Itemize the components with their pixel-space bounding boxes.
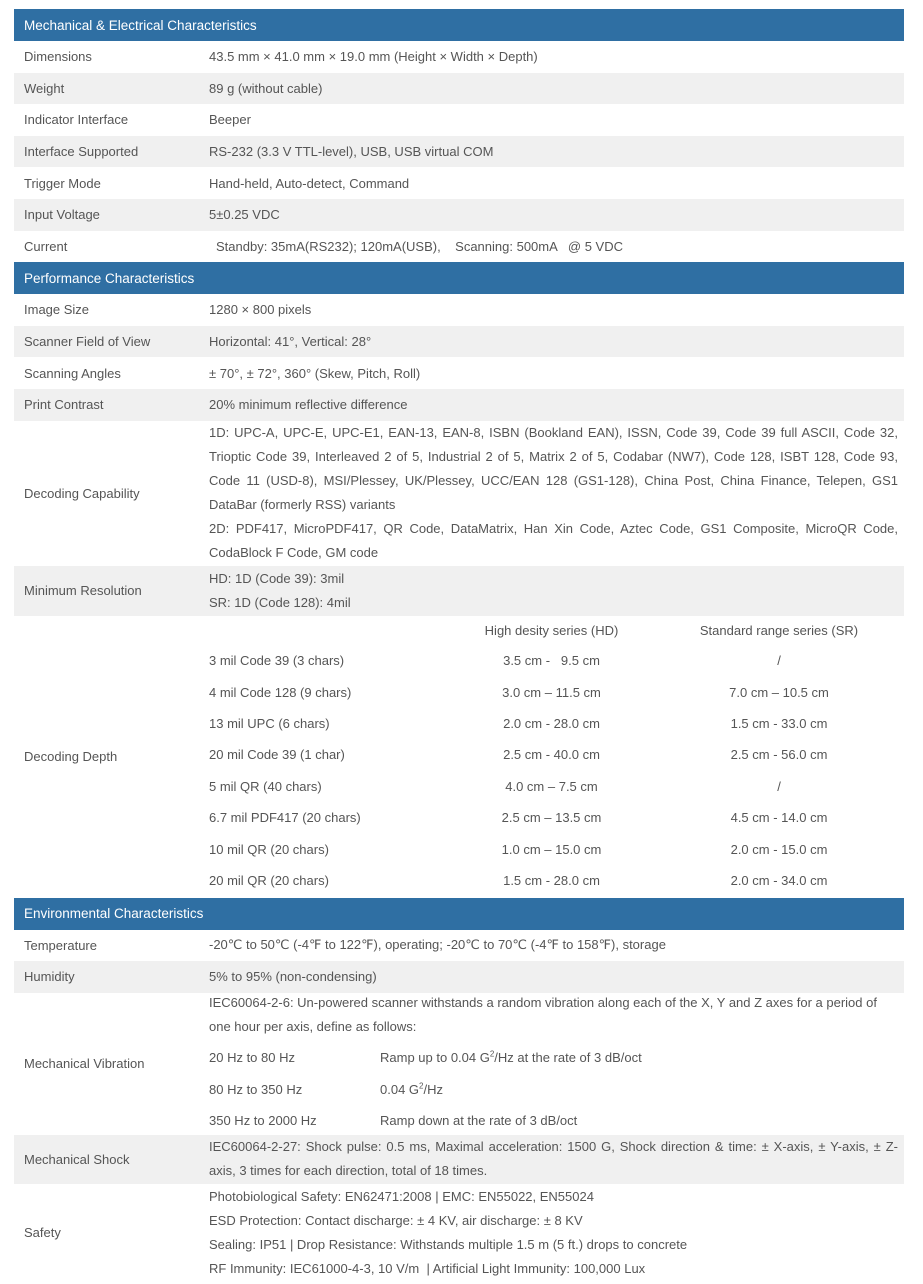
- section-title: Performance Characteristics: [24, 270, 195, 286]
- row-label: Interface Supported: [24, 144, 139, 160]
- depth-sr: 2.5 cm - 56.0 cm: [730, 747, 828, 763]
- depth-code: 6.7 mil PDF417 (20 chars): [209, 810, 361, 826]
- row-value: [209, 1185, 904, 1281]
- vibration-freq: 80 Hz to 350 Hz: [209, 1081, 303, 1097]
- vibration-freq: 350 Hz to 2000 Hz: [209, 1113, 317, 1129]
- row-label: Safety: [24, 1225, 61, 1241]
- section-header-mechanical: [14, 9, 904, 41]
- row-label: Humidity: [24, 969, 75, 985]
- vibration-row: [209, 1042, 898, 1074]
- row-label: Image Size: [24, 302, 90, 318]
- depth-row: [209, 802, 898, 833]
- row-label: Trigger Mode: [24, 175, 101, 191]
- depth-hd: 2.0 cm - 28.0 cm: [503, 715, 600, 731]
- row-interface: [14, 136, 904, 168]
- depth-code: 20 mil QR (20 chars): [209, 872, 329, 888]
- row-image-size: [14, 294, 904, 326]
- resolution-sr: SR: 1D (Code 128): 4mil: [209, 594, 351, 610]
- row-current: [14, 231, 904, 263]
- row-label: Decoding Capability: [24, 485, 140, 501]
- depth-row: [209, 771, 898, 802]
- row-value: [209, 567, 904, 615]
- safety-line: ESD Protection: Contact discharge: ± 4 KV, air discharge: ± 8 KV: [209, 1212, 583, 1228]
- depth-table-header: [209, 617, 898, 645]
- row-label: Temperature: [24, 937, 97, 953]
- row-value: 1280 × 800 pixels: [209, 302, 312, 318]
- row-value: [209, 421, 904, 565]
- row-label: Decoding Depth: [24, 749, 118, 765]
- row-value: Beeper: [209, 112, 251, 128]
- row-decoding-capability: [14, 421, 904, 566]
- row-value: 5±0.25 VDC: [209, 207, 280, 223]
- depth-row: [209, 739, 898, 770]
- row-humidity: [14, 961, 904, 993]
- depth-sr: 1.5 cm - 33.0 cm: [730, 715, 828, 731]
- row-label: Scanning Angles: [24, 365, 121, 381]
- row-indicator: [14, 104, 904, 136]
- row-value: 5% to 95% (non-condensing): [209, 969, 377, 985]
- row-temperature: [14, 930, 904, 962]
- depth-row: [209, 865, 898, 896]
- depth-row: [209, 833, 898, 864]
- row-label: Input Voltage: [24, 207, 100, 223]
- row-mechanical-vibration: [14, 993, 904, 1135]
- row-decoding-depth: [14, 616, 904, 898]
- row-value: IEC60064-2-27: Shock pulse: 0.5 ms, Maximal acceleration: 1500 G, Shock direction & time: ± X-axis, ± Y-axis, ± Z-axis, 3 times for each direction, total of 18 times.: [209, 1139, 898, 1179]
- row-minimum-resolution: [14, 566, 904, 616]
- depth-hd: 2.5 cm – 13.5 cm: [501, 810, 602, 826]
- vibration-freq: 20 Hz to 80 Hz: [209, 1050, 295, 1066]
- depth-code: 4 mil Code 128 (9 chars): [209, 684, 352, 700]
- depth-code: 5 mil QR (40 chars): [209, 778, 322, 794]
- resolution-hd: HD: 1D (Code 39): 3mil: [209, 570, 345, 586]
- row-label: Minimum Resolution: [24, 583, 142, 599]
- depth-code: 20 mil Code 39 (1 char): [209, 747, 345, 763]
- vibration-row: [209, 1105, 898, 1137]
- depth-code: 3 mil Code 39 (3 chars): [209, 653, 345, 669]
- depth-code: 10 mil QR (20 chars): [209, 841, 329, 857]
- spec-sheet: [14, 9, 904, 1282]
- row-print-contrast: [14, 389, 904, 421]
- depth-row: [209, 645, 898, 676]
- decoding-1d: 1D: UPC-A, UPC-E, UPC-E1, EAN-13, EAN-8, ISBN (Bookland EAN), ISSN, Code 39, Code 39 full ASCII, Code 32, Trioptic Code 39, Interleaved 2 of 5, Industrial 2 of 5, Matrix 2 of 5, Codabar (NW7), Code 128, ISBT 128, Code 93, Code 11 (USD-8), MSI/Plessey, UK/Plessey, UCC/EAN 128 (GS1-128), China Post, China Finance, Telepen, GS1 DataBar (formerly RSS) variants: [209, 425, 898, 513]
- vibration-intro: IEC60064-2-6: Un-powered scanner withstands a random vibration along each of the X, Y and Z axes for a period of one hour per axis, define as follows:: [209, 994, 877, 1034]
- depth-hd: 1.0 cm – 15.0 cm: [501, 841, 602, 857]
- depth-hd: 4.0 cm – 7.5 cm: [505, 778, 598, 794]
- row-value: RS-232 (3.3 V TTL-level), USB, USB virtual COM: [209, 144, 494, 160]
- row-value: [209, 991, 904, 1137]
- row-trigger: [14, 167, 904, 199]
- row-field-of-view: [14, 326, 904, 358]
- row-mechanical-shock: [14, 1135, 904, 1184]
- depth-code: 13 mil UPC (6 chars): [209, 715, 330, 731]
- safety-line: Sealing: IP51 | Drop Resistance: Withstands multiple 1.5 m (5 ft.) drops to concrete: [209, 1236, 688, 1252]
- depth-sr: 4.5 cm - 14.0 cm: [730, 810, 828, 826]
- row-value: 43.5 mm × 41.0 mm × 19.0 mm (Height × Width × Depth): [209, 49, 538, 65]
- depth-sr: /: [777, 778, 781, 794]
- row-value: -20℃ to 50℃ (-4℉ to 122℉), operating; -20℃ to 70℃ (-4℉ to 158℉), storage: [209, 937, 666, 953]
- row-value: 89 g (without cable): [209, 80, 323, 96]
- row-value: Hand-held, Auto-detect, Command: [209, 175, 410, 191]
- decoding-2d: 2D: PDF417, MicroPDF417, QR Code, DataMatrix, Han Xin Code, Aztec Code, GS1 Composite, MicroQR Code, CodaBlock F Code, GM code: [209, 521, 898, 561]
- header-sr: Standard range series (SR): [699, 623, 859, 639]
- depth-hd: 1.5 cm - 28.0 cm: [503, 872, 600, 888]
- row-label: Dimensions: [24, 49, 92, 65]
- depth-sr: 7.0 cm – 10.5 cm: [729, 684, 829, 700]
- vibration-row: [209, 1073, 898, 1105]
- row-label: Mechanical Vibration: [24, 1056, 145, 1072]
- row-weight: [14, 73, 904, 105]
- row-value: 20% minimum reflective difference: [209, 397, 408, 413]
- depth-hd: 3.0 cm – 11.5 cm: [502, 684, 601, 700]
- depth-row: [209, 708, 898, 739]
- section-title: Environmental Characteristics: [24, 906, 204, 922]
- depth-sr: 2.0 cm - 15.0 cm: [730, 841, 828, 857]
- row-safety: [14, 1184, 904, 1282]
- vibration-desc: Ramp up to 0.04 $G^2/Hz$ at the rate of 3 dB/oct: [380, 1049, 642, 1066]
- row-label: Print Contrast: [24, 397, 104, 413]
- depth-hd: 2.5 cm - 40.0 cm: [503, 747, 600, 763]
- header-hd: High desity series (HD): [484, 623, 619, 639]
- row-label: Mechanical Shock: [24, 1151, 130, 1167]
- row-scanning-angles: [14, 357, 904, 389]
- vibration-desc: 0.04 $G^2/Hz$: [380, 1081, 443, 1097]
- row-dimensions: [14, 41, 904, 73]
- section-title: Mechanical & Electrical Characteristics: [24, 17, 257, 33]
- depth-sr: 2.0 cm - 34.0 cm: [730, 872, 828, 888]
- row-value: ± 70°, ± 72°, 360° (Skew, Pitch, Roll): [209, 365, 421, 381]
- section-header-environmental: [14, 898, 904, 930]
- safety-line: Photobiological Safety: EN62471:2008 | EMC: EN55022, EN55024: [209, 1188, 594, 1204]
- row-value: Standby: 35mA(RS232); 120mA(USB), Scanning: 500mA @ 5 VDC: [216, 238, 623, 254]
- vibration-desc: Ramp down at the rate of 3 dB/oct: [380, 1113, 578, 1129]
- row-label: Weight: [24, 80, 65, 96]
- depth-sr: /: [777, 653, 781, 669]
- depth-hd: 3.5 cm - 9.5 cm: [503, 653, 600, 669]
- row-label: Indicator Interface: [24, 112, 129, 128]
- row-value: Horizontal: 41°, Vertical: 28°: [209, 334, 372, 350]
- decoding-depth-table: [209, 617, 904, 896]
- row-label: Current: [24, 238, 68, 254]
- depth-row: [209, 676, 898, 707]
- row-voltage: [14, 199, 904, 231]
- safety-line: RF Immunity: IEC61000-4-3, 10 V/m | Artificial Light Immunity: 100,000 Lux: [209, 1260, 646, 1276]
- row-label: Scanner Field of View: [24, 334, 151, 350]
- section-header-performance: [14, 262, 904, 294]
